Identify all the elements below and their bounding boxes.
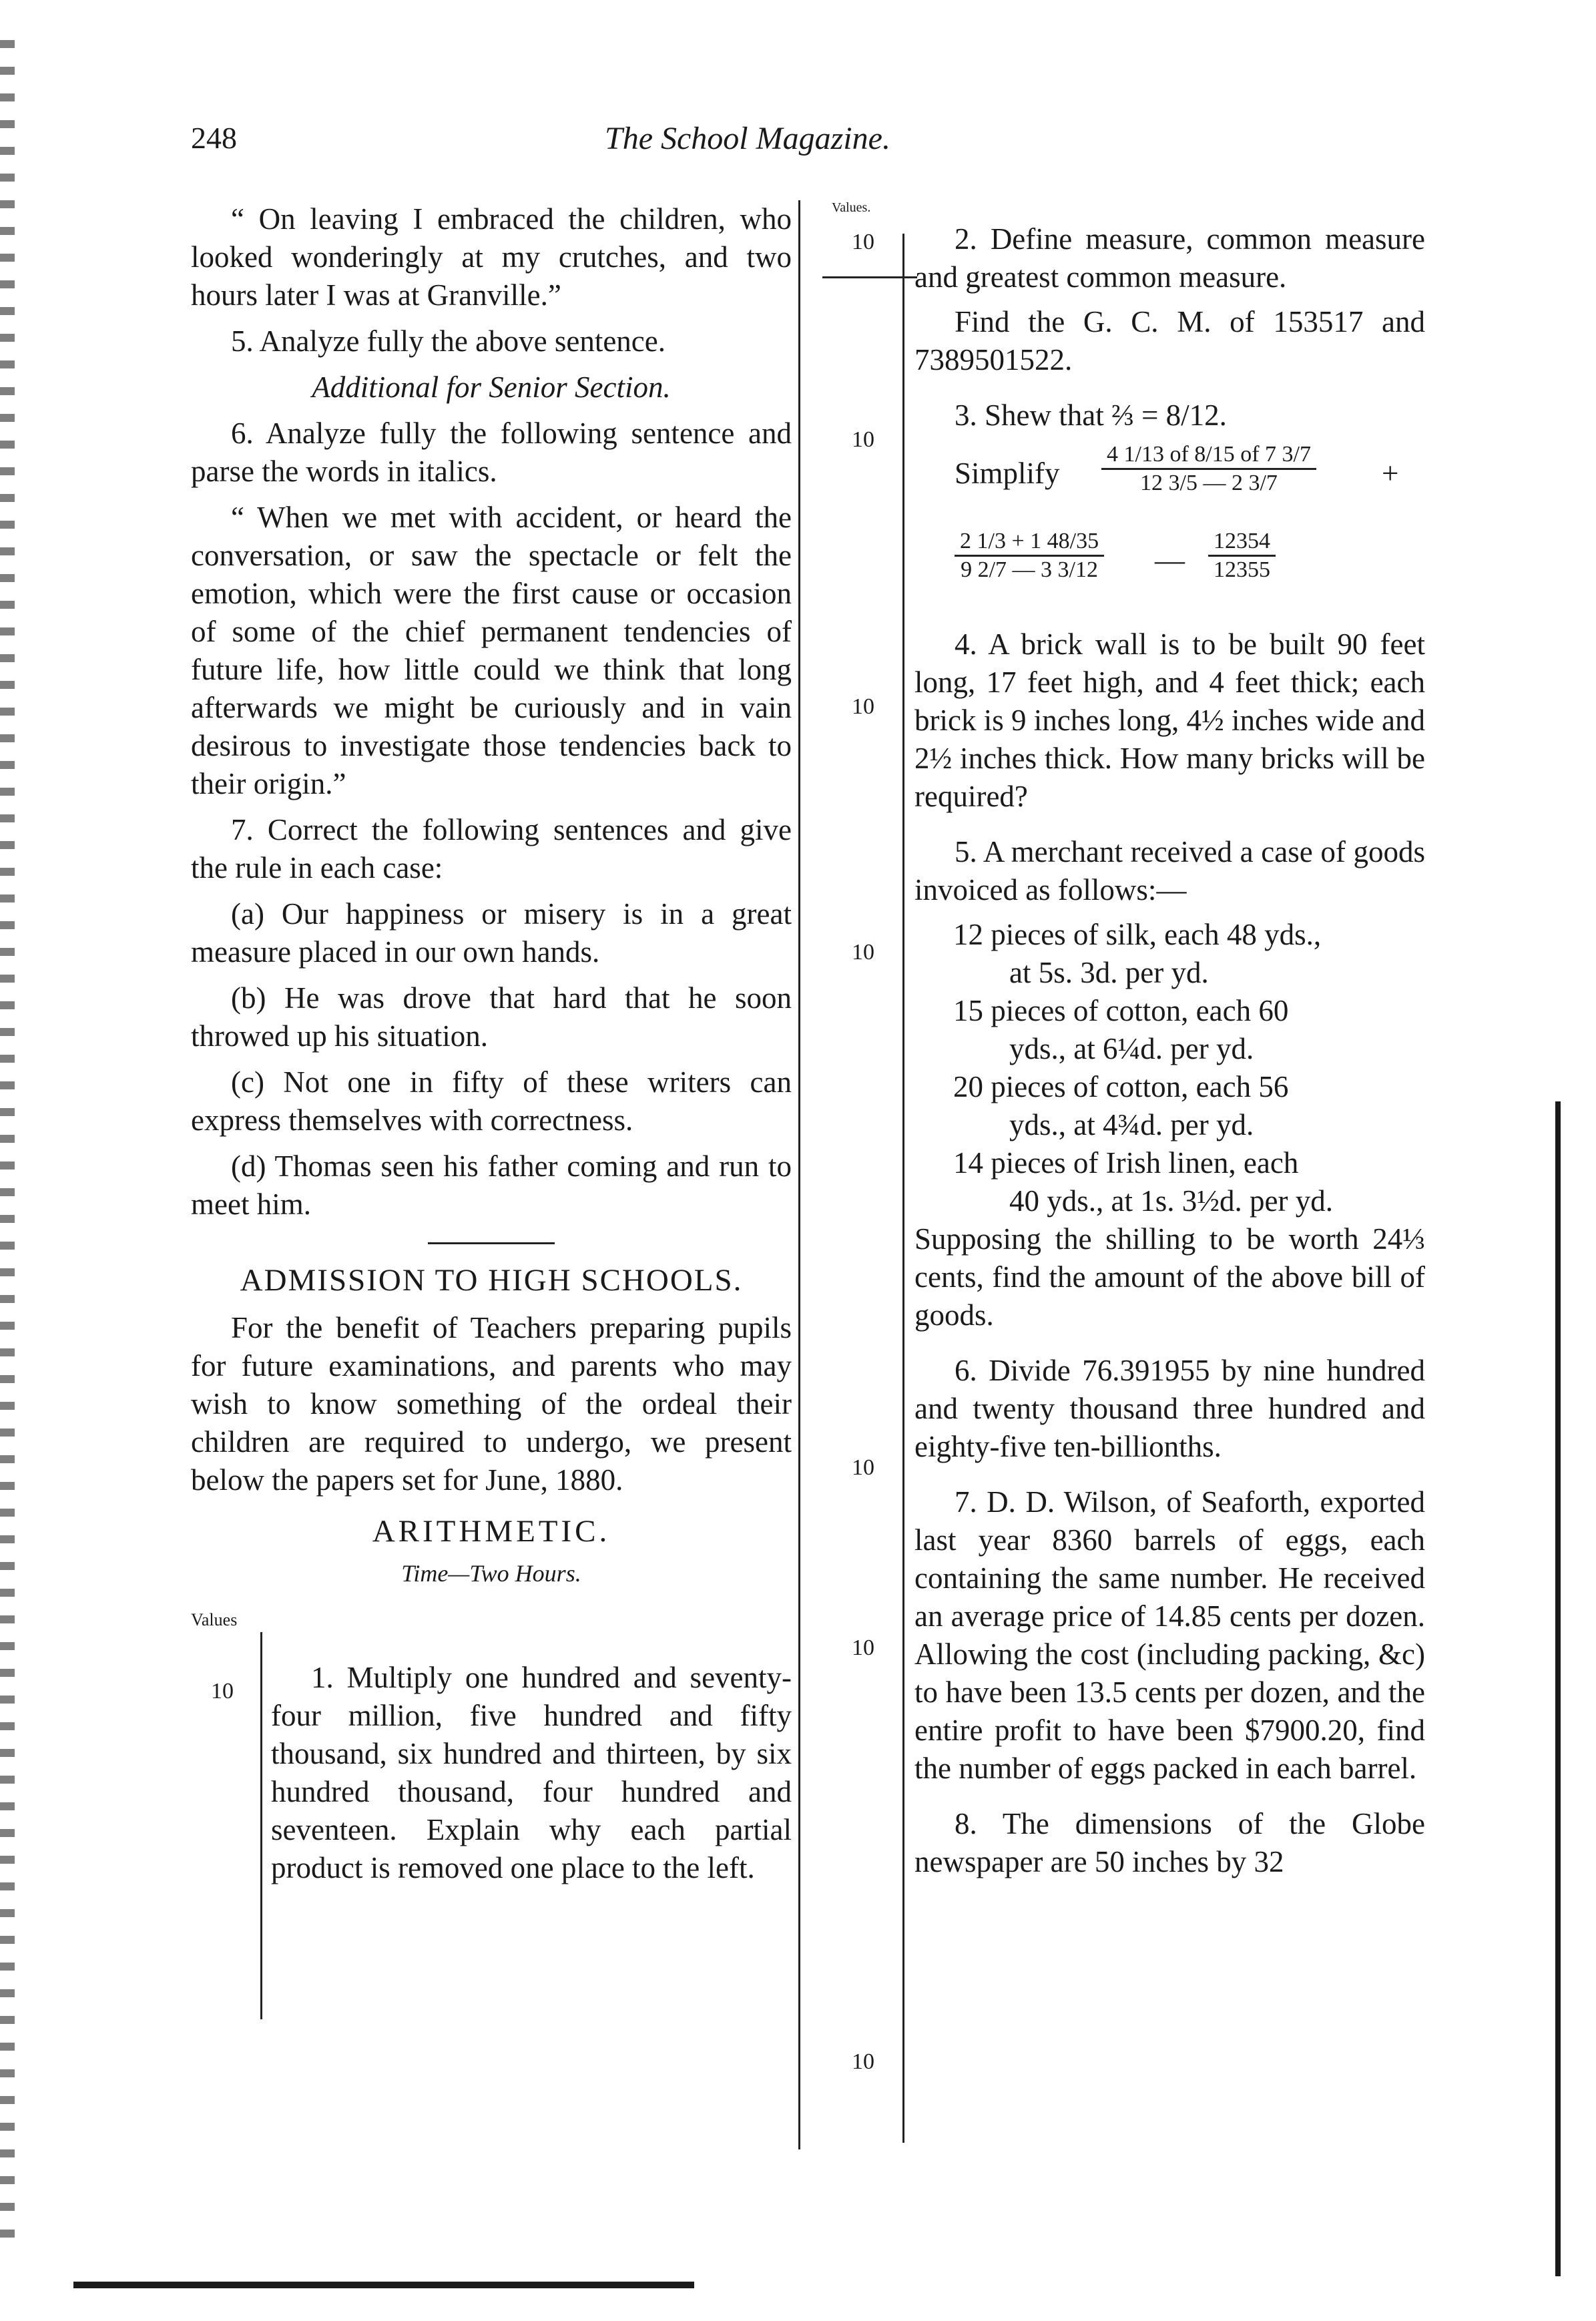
page-number: 248 <box>191 121 237 155</box>
values-label: Values <box>191 1610 238 1629</box>
values-heading: Values. <box>832 200 871 215</box>
value-q5: 10 <box>852 940 874 965</box>
goods-item: 14 pieces of Irish linen, each <box>953 1146 1299 1180</box>
fraction-2 <box>955 528 1104 583</box>
value-q8: 10 <box>852 2049 874 2074</box>
question-7: 7. Correct the following sentences and give the rule in each case: <box>191 813 792 884</box>
fraction-3-denominator: 12355 <box>1214 557 1270 582</box>
question-1: 1. Multiply one hundred and seventy-four million, five hundred and fifty thousand, six hundred and thirteen, by six hundred thousand, four hundred and seventeen. Explain why each partial product is removed one place to the left. <box>271 1661 792 1884</box>
question-6-divide: 6. Divide 76.391955 by nine hundred and twenty thousand three hundred and eighty-five ten-billionths. <box>914 1354 1425 1463</box>
divider <box>428 1242 555 1244</box>
simplify-label: Simplify <box>955 457 1060 490</box>
fraction-3 <box>1208 528 1276 583</box>
simplify-expression <box>955 441 1425 608</box>
question-8-globe: 8. The dimensions of the Globe newspaper are 50 inches by 32 <box>914 1807 1425 1878</box>
time-subtitle: Time—Two Hours. <box>401 1560 581 1587</box>
quote-paragraph: “ On leaving I embraced the children, who looked wonderingly at my crutches, and two hours later I was at Granville.” <box>191 202 792 312</box>
minus-sign: — <box>1155 543 1185 577</box>
sentence-b: (b) He was drove that hard that he soon throwed up his situation. <box>191 981 792 1053</box>
question-5-conclusion: Supposing the shilling to be worth 24⅓ cents, find the amount of the above bill of goods. <box>914 1222 1425 1332</box>
scan-right-edge <box>1555 1101 1561 2276</box>
question-3: 3. Shew that ⅔ = 8/12. <box>955 399 1227 432</box>
value-q4: 10 <box>852 694 874 719</box>
question-6: 6. Analyze fully the following sentence and parse the words in italics. <box>191 417 792 488</box>
goods-item: 12 pieces of silk, each 48 yds., <box>953 918 1322 951</box>
question-5: 5. Analyze fully the above sentence. <box>231 324 666 358</box>
senior-section-heading: Additional for Senior Section. <box>312 370 671 404</box>
question-4: 4. A brick wall is to be built 90 feet long, 17 feet high, and 4 feet thick; each brick is 9 inches long, 4½ inches wide and 2½ inches thick. How many bricks will be required? <box>914 627 1425 813</box>
fraction-1 <box>1101 441 1316 497</box>
fraction-1-numerator: 4 1/13 of 8/15 of 7 3/7 <box>1101 441 1316 470</box>
goods-item: 20 pieces of cotton, each 56 <box>953 1070 1289 1103</box>
section-title: ADMISSION TO HIGH SCHOOLS. <box>240 1263 743 1298</box>
scan-bottom-edge <box>73 2282 694 2288</box>
scan-edge-marks <box>0 40 15 2243</box>
goods-item-price: at 5s. 3d. per yd. <box>1009 956 1209 989</box>
values-column-rule <box>902 234 904 2143</box>
goods-list <box>953 916 1425 1220</box>
fraction-2-numerator: 2 1/3 + 1 48/35 <box>955 528 1104 557</box>
value-q3: 10 <box>852 427 874 452</box>
fraction-2-denominator: 9 2/7 — 3 3/12 <box>961 557 1098 582</box>
sentence-c: (c) Not one in fifty of these writers can express themselves with correctness. <box>191 1065 792 1137</box>
plus-sign: + <box>1382 457 1399 490</box>
goods-item: 15 pieces of cotton, each 60 <box>953 994 1289 1027</box>
goods-item-price: yds., at 4¾d. per yd. <box>1009 1108 1254 1141</box>
goods-item-price: 40 yds., at 1s. 3½d. per yd. <box>1009 1184 1333 1218</box>
question-2: 2. Define measure, common measure and greatest common measure. <box>914 222 1425 294</box>
value-q6: 10 <box>852 1455 874 1480</box>
sentence-a: (a) Our happiness or misery is in a great measure placed in our own hands. <box>191 897 792 969</box>
intro-paragraph: For the benefit of Teachers preparing pupils for future examinations, and parents who may wish to know something of the ordeal their children are required to undergo, we present below the papers set for June, 1880. <box>191 1311 792 1497</box>
page-header <box>191 120 992 174</box>
values-rule <box>260 1632 262 2019</box>
running-title: The School Magazine. <box>605 121 890 156</box>
sentence-d: (d) Thomas seen his father coming and run to meet him. <box>191 1149 792 1221</box>
values-underline <box>822 276 917 278</box>
fraction-3-numerator: 12354 <box>1208 528 1276 557</box>
question-7-eggs: 7. D. D. Wilson, of Seaforth, exported last year 8360 barrels of eggs, each containing the same number. He received an average price of 14.85 cents per dozen. Allowing the cost (including packing, &c) to have been 13.5 cents per dozen, and the entire profit to have been $7900.20, find the number of eggs packed in each barrel. <box>914 1485 1425 1785</box>
left-column <box>191 200 792 1895</box>
italic-sentence: “ When we met with accident, or heard the conversation, or saw the spectacle or felt the emotion, which were the first cause or occasion of some of the chief permanent tendencies of future life, how little could we think that long afterwards we might be curiously and in vain desirous to investigate those tendencies back to their origin.” <box>191 501 792 800</box>
value-q2: 10 <box>852 230 874 254</box>
fraction-1-denominator: 12 3/5 — 2 3/7 <box>1140 471 1278 495</box>
column-rule <box>798 200 800 2149</box>
question-2-gcm: Find the G. C. M. of 153517 and 7389501522. <box>914 305 1425 376</box>
value-q7: 10 <box>852 1635 874 1660</box>
question-5-merchant: 5. A merchant received a case of goods invoiced as follows:— <box>914 835 1425 907</box>
question-1-value: 10 <box>211 1679 234 1704</box>
question-1-block <box>191 1659 792 1887</box>
goods-item-price: yds., at 6¼d. per yd. <box>1009 1032 1254 1065</box>
arithmetic-title: ARITHMETIC. <box>372 1514 611 1549</box>
right-column <box>914 220 1425 1888</box>
